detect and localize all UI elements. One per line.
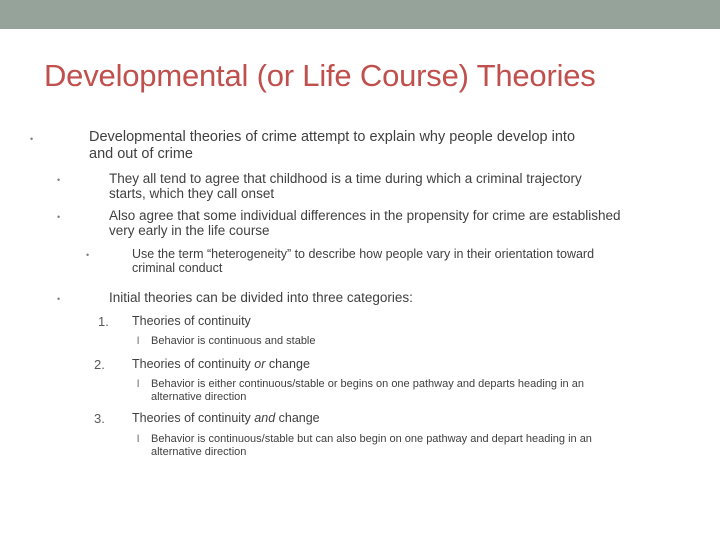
theory-item-2-detail-line2: alternative direction <box>151 391 247 403</box>
heterogeneity-line2: criminal conduct <box>132 261 223 275</box>
theory-item-3: Theories of continuity and change <box>132 411 320 425</box>
item-number: 3. <box>94 411 105 426</box>
bullet-icon: • <box>57 212 61 222</box>
theory-item-1-detail: Behavior is continuous and stable <box>151 335 316 347</box>
heterogeneity-line1: Use the term “heterogeneity” to describe how people vary in their orientation toward <box>132 247 595 261</box>
main-point-line2: and out of crime <box>89 146 193 162</box>
sub-point-categories: Initial theories can be divided into three categories: <box>109 290 413 305</box>
slide-title: Developmental (or Life Course) Theories <box>44 58 596 93</box>
bullet-icon: • <box>57 175 61 185</box>
dot-bullet-icon: l <box>137 434 140 445</box>
sub-point-onset-line2: starts, which they call onset <box>109 186 275 201</box>
dot-bullet-icon: l <box>137 379 140 390</box>
bullet-icon: • <box>57 294 61 304</box>
theory-item-2: Theories of continuity or change <box>132 357 310 371</box>
sub-point-onset-line1: They all tend to agree that childhood is a time during which a criminal trajectory <box>109 171 582 186</box>
top-banner <box>0 0 720 29</box>
dot-bullet-icon: l <box>137 336 140 347</box>
bullet-icon: • <box>86 250 90 260</box>
bullet-icon: • <box>30 134 34 144</box>
theory-item-2-detail-line1: Behavior is either continuous/stable or begins on one pathway and departs heading in an <box>151 378 584 390</box>
theory-item-3-detail-line1: Behavior is continuous/stable but can also begin on one pathway and depart heading in an <box>151 433 592 445</box>
sub-point-differences-line2: very early in the life course <box>109 223 270 238</box>
theory-item-1: Theories of continuity <box>132 314 251 328</box>
item-number: 2. <box>94 357 105 372</box>
main-point-line1: Developmental theories of crime attempt to explain why people develop into <box>89 129 576 145</box>
item-number: 1. <box>98 314 109 329</box>
sub-point-differences-line1: Also agree that some individual differences in the propensity for crime are established <box>109 208 621 223</box>
theory-item-3-detail-line2: alternative direction <box>151 446 247 458</box>
